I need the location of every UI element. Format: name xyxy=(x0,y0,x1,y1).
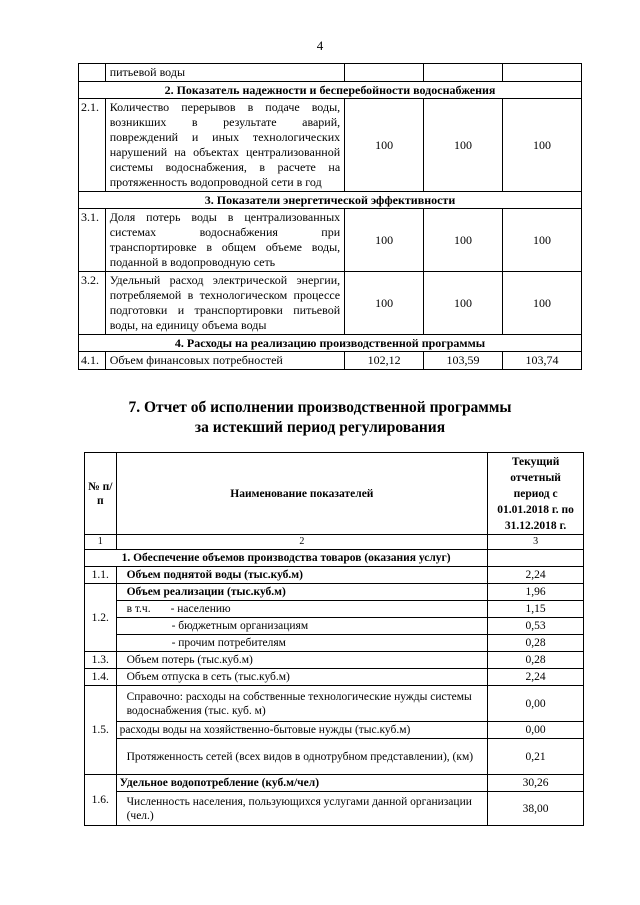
value-cell: 100 xyxy=(503,99,582,192)
value-cell: 1,96 xyxy=(488,584,584,601)
value-cell: 38,00 xyxy=(488,792,584,826)
value-cell: 100 xyxy=(503,272,582,335)
report-table xyxy=(84,452,584,826)
column-number: 1 xyxy=(85,535,117,550)
column-number: 2 xyxy=(116,535,488,550)
row-name-cell: Удельное водопотребление (куб.м/чел) xyxy=(116,775,488,792)
row-name-cell: - бюджетным организациям xyxy=(116,618,488,635)
value-cell: 100 xyxy=(345,99,424,192)
table-row xyxy=(79,99,582,192)
row-name-cell: Справочно: расходы на собственные технологические нужды системы водоснабжения (тыс. куб. м) xyxy=(116,686,488,722)
row-name-cell: Объем финансовых потребностей xyxy=(105,352,344,370)
table-row xyxy=(79,352,582,370)
row-prefix: в т.ч. xyxy=(126,603,151,615)
table-row xyxy=(85,618,584,635)
row-number-cell xyxy=(79,64,106,82)
table-row xyxy=(79,64,582,82)
row-number-cell: 1.1. xyxy=(85,567,117,584)
value-cell: 103,59 xyxy=(424,352,503,370)
section-heading: 3. Показатели энергетической эффективности xyxy=(79,192,582,209)
page-number: 4 xyxy=(316,38,324,53)
indicators-table xyxy=(78,63,582,370)
section-heading: 4. Расходы на реализацию производственной программы xyxy=(79,335,582,352)
table-row xyxy=(85,652,584,669)
section-heading: 2. Показатель надежности и бесперебойности водоснабжения xyxy=(79,82,582,99)
header-row xyxy=(85,453,584,535)
row-name-text: - населению xyxy=(170,603,231,615)
column-number: 3 xyxy=(488,535,584,550)
table-row xyxy=(85,775,584,792)
section-row xyxy=(85,550,584,567)
value-cell xyxy=(488,550,584,567)
value-cell: 100 xyxy=(424,99,503,192)
row-number-cell: 1.6. xyxy=(85,775,117,826)
value-cell: 0,28 xyxy=(488,652,584,669)
row-number-cell: 3.2. xyxy=(79,272,106,335)
table-row xyxy=(85,669,584,686)
column-header-number: № п/п xyxy=(85,453,117,535)
row-name-cell: Объем отпуска в сеть (тыс.куб.м) xyxy=(116,669,488,686)
row-name-cell: расходы воды на хозяйственно-бытовые нужды (тыс.куб.м) xyxy=(116,722,488,739)
row-name-cell: Численность населения, пользующихся услугами данной организации (чел.) xyxy=(116,792,488,826)
value-cell: 30,26 xyxy=(488,775,584,792)
value-cell: 2,24 xyxy=(488,567,584,584)
table-row xyxy=(85,635,584,652)
row-name-cell: - прочим потребителям xyxy=(116,635,488,652)
row-name-cell: Количество перерывов в подаче воды, возникших в результате аварий, повреждений и иных технологических нарушений на объектах централизованной системы водоснабжения, в расчете на протяженность водопроводной сети в год xyxy=(105,99,344,192)
column-header-period: Текущий отчетный период с 01.01.2018 г. по 31.12.2018 г. xyxy=(488,453,584,535)
table-row xyxy=(85,792,584,826)
table-row xyxy=(85,686,584,722)
value-cell: 100 xyxy=(424,209,503,272)
section-row xyxy=(79,82,582,99)
row-number-cell: 1.4. xyxy=(85,669,117,686)
value-cell: 0,53 xyxy=(488,618,584,635)
value-cell xyxy=(503,64,582,82)
column-number-row xyxy=(85,535,584,550)
table-row xyxy=(79,209,582,272)
value-cell: 100 xyxy=(345,272,424,335)
table-row xyxy=(85,567,584,584)
row-name-cell: Объем поднятой воды (тыс.куб.м) xyxy=(116,567,488,584)
table-row xyxy=(79,272,582,335)
table-row xyxy=(85,739,584,775)
row-name-cell: Объем реализации (тыс.куб.м) xyxy=(116,584,488,601)
row-number-cell: 3.1. xyxy=(79,209,106,272)
value-cell: 102,12 xyxy=(345,352,424,370)
value-cell: 103,74 xyxy=(503,352,582,370)
value-cell xyxy=(345,64,424,82)
column-header-name: Наименование показателей xyxy=(116,453,488,535)
row-number-cell: 1.2. xyxy=(85,584,117,652)
row-number-cell: 1.5. xyxy=(85,686,117,775)
value-cell: 0,00 xyxy=(488,722,584,739)
value-cell: 100 xyxy=(345,209,424,272)
row-name-cell: Доля потерь воды в централизованных системах водоснабжения при транспортировке в общем объеме воды, поданной в водопроводную сеть xyxy=(105,209,344,272)
value-cell: 100 xyxy=(503,209,582,272)
value-cell: 0,00 xyxy=(488,686,584,722)
table-row xyxy=(85,601,584,618)
section-heading: 1. Обеспечение объемов производства товаров (оказания услуг) xyxy=(85,550,488,567)
section-row xyxy=(79,335,582,352)
value-cell: 2,24 xyxy=(488,669,584,686)
row-name-cell: Объем потерь (тыс.куб.м) xyxy=(116,652,488,669)
section-title xyxy=(0,398,640,438)
value-cell: 1,15 xyxy=(488,601,584,618)
value-cell: 0,21 xyxy=(488,739,584,775)
row-name-cell: питьевой воды xyxy=(105,64,344,82)
table-row xyxy=(85,584,584,601)
table-row xyxy=(85,722,584,739)
value-cell: 0,28 xyxy=(488,635,584,652)
value-cell xyxy=(424,64,503,82)
section-title-line: за истекший период регулирования xyxy=(194,419,446,436)
row-name-cell xyxy=(116,601,488,618)
section-title-line: 7. Отчет об исполнении производственной программы xyxy=(128,399,512,416)
row-name-cell: Протяженность сетей (всех видов в однотрубном представлении), (км) xyxy=(116,739,488,775)
value-cell: 100 xyxy=(424,272,503,335)
row-number-cell: 1.3. xyxy=(85,652,117,669)
row-name-cell: Удельный расход электрической энергии, потребляемой в технологическом процессе подготовки и транспортировки питьевой воды, на единицу объема воды xyxy=(105,272,344,335)
row-number-cell: 4.1. xyxy=(79,352,106,370)
row-number-cell: 2.1. xyxy=(79,99,106,192)
section-row xyxy=(79,192,582,209)
